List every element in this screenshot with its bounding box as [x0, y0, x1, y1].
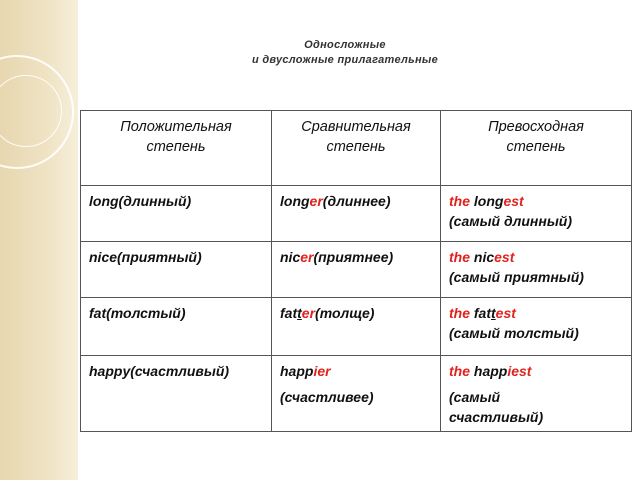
title-line-1: Односложные: [304, 39, 386, 51]
superlative-cell: the fattest (самый толстый): [441, 298, 632, 356]
table-row: [81, 356, 632, 432]
positive-cell: long(длинный): [81, 186, 272, 242]
superlative-cell: the longest (самый длинный): [441, 186, 632, 242]
comparative-cell: happier (счастливее): [272, 356, 441, 432]
comparative-cell: fatter(толще): [272, 298, 441, 356]
table-row: [81, 242, 632, 298]
comparative-cell: longer(длиннее): [272, 186, 441, 242]
page-title: [200, 38, 490, 68]
positive-cell: fat(толстый): [81, 298, 272, 356]
header-comparative: Сравнительная степень: [272, 111, 441, 186]
superlative-cell: the nicest (самый приятный): [441, 242, 632, 298]
adjectives-table: [80, 110, 632, 432]
table-row: [81, 298, 632, 356]
comparative-cell: nicer(приятнее): [272, 242, 441, 298]
header-positive: Положительная степень: [81, 111, 272, 186]
title-line-2: и двусложные прилагательные: [251, 54, 439, 66]
positive-cell: happy(счастливый): [81, 356, 272, 432]
positive-cell: nice(приятный): [81, 242, 272, 298]
superlative-cell: the happiest (самый счастливый): [441, 356, 632, 432]
header-superlative: Превосходная степень: [441, 111, 632, 186]
table-row: [81, 186, 632, 242]
table-header-row: [81, 111, 632, 186]
